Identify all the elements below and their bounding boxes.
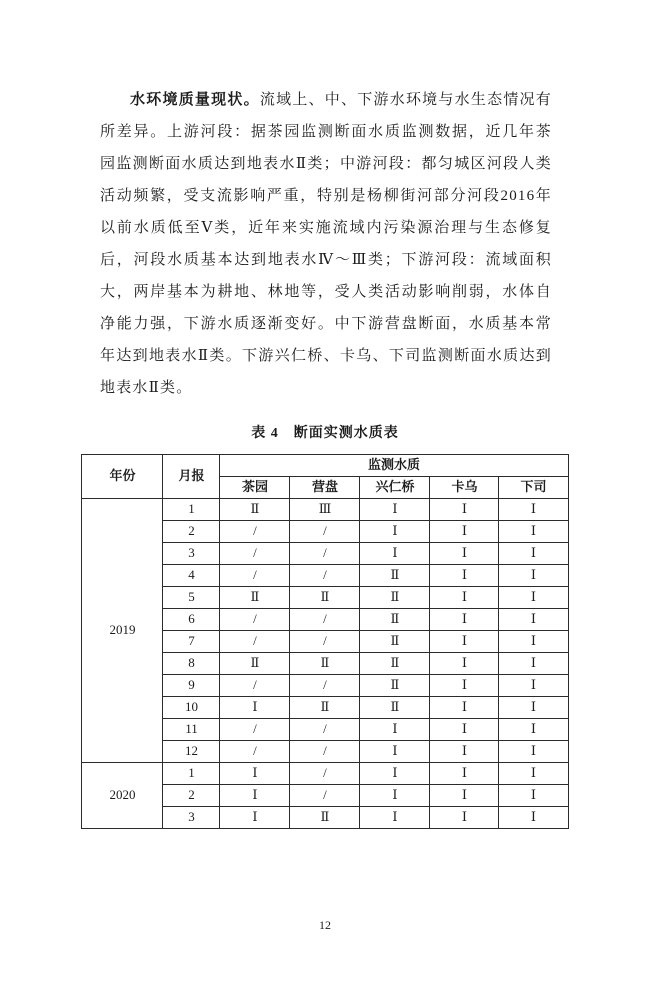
quality-cell: Ⅰ bbox=[430, 741, 499, 763]
quality-cell: Ⅰ bbox=[499, 653, 568, 675]
header-station: 茶园 bbox=[220, 477, 290, 499]
quality-cell: Ⅲ bbox=[290, 499, 360, 521]
quality-cell: Ⅱ bbox=[360, 631, 430, 653]
quality-cell: Ⅱ bbox=[290, 587, 360, 609]
quality-cell: Ⅰ bbox=[499, 763, 568, 785]
month-cell: 12 bbox=[163, 741, 220, 763]
quality-cell: Ⅰ bbox=[430, 653, 499, 675]
table-header-row-1 bbox=[82, 455, 568, 477]
quality-cell: Ⅰ bbox=[360, 807, 430, 829]
header-station: 营盘 bbox=[290, 477, 360, 499]
month-cell: 10 bbox=[163, 697, 220, 719]
quality-cell: Ⅱ bbox=[220, 587, 290, 609]
quality-cell: Ⅰ bbox=[430, 763, 499, 785]
header-station: 下司 bbox=[499, 477, 568, 499]
quality-cell: / bbox=[290, 741, 360, 763]
header-year: 年份 bbox=[82, 455, 163, 499]
quality-cell: Ⅰ bbox=[430, 719, 499, 741]
document-page bbox=[0, 84, 650, 1003]
quality-cell: Ⅰ bbox=[430, 521, 499, 543]
month-cell: 5 bbox=[163, 587, 220, 609]
quality-cell: / bbox=[290, 719, 360, 741]
quality-cell: Ⅱ bbox=[360, 653, 430, 675]
page-number: 12 bbox=[319, 918, 331, 932]
quality-cell: Ⅱ bbox=[220, 653, 290, 675]
table-caption: 表 4 断面实测水质表 bbox=[251, 426, 399, 441]
header-month: 月报 bbox=[163, 455, 220, 499]
quality-cell: Ⅰ bbox=[499, 807, 568, 829]
quality-cell: Ⅱ bbox=[360, 697, 430, 719]
month-cell: 3 bbox=[163, 807, 220, 829]
month-cell: 1 bbox=[163, 499, 220, 521]
quality-cell: Ⅰ bbox=[220, 807, 290, 829]
quality-cell: / bbox=[220, 521, 290, 543]
quality-cell: Ⅰ bbox=[360, 521, 430, 543]
month-cell: 6 bbox=[163, 609, 220, 631]
year-cell: 2019 bbox=[82, 499, 163, 763]
month-cell: 7 bbox=[163, 631, 220, 653]
quality-cell: / bbox=[290, 785, 360, 807]
quality-cell: / bbox=[290, 565, 360, 587]
quality-cell: Ⅰ bbox=[430, 631, 499, 653]
quality-cell: Ⅱ bbox=[360, 675, 430, 697]
quality-cell: / bbox=[220, 565, 290, 587]
quality-cell: Ⅰ bbox=[499, 609, 568, 631]
quality-cell: / bbox=[290, 609, 360, 631]
quality-cell: Ⅰ bbox=[360, 719, 430, 741]
quality-cell: / bbox=[220, 543, 290, 565]
quality-cell: / bbox=[290, 521, 360, 543]
quality-cell: Ⅰ bbox=[499, 741, 568, 763]
quality-cell: / bbox=[220, 675, 290, 697]
quality-cell: Ⅰ bbox=[430, 587, 499, 609]
quality-cell: / bbox=[290, 763, 360, 785]
table-header bbox=[82, 455, 568, 499]
table-row bbox=[82, 763, 568, 785]
quality-cell: / bbox=[220, 631, 290, 653]
quality-cell: Ⅰ bbox=[360, 499, 430, 521]
quality-cell: Ⅰ bbox=[499, 521, 568, 543]
quality-cell: Ⅱ bbox=[360, 587, 430, 609]
quality-cell: Ⅰ bbox=[430, 675, 499, 697]
quality-cell: Ⅱ bbox=[290, 653, 360, 675]
quality-cell: Ⅰ bbox=[220, 763, 290, 785]
header-station: 兴仁桥 bbox=[360, 477, 430, 499]
quality-cell: Ⅱ bbox=[290, 807, 360, 829]
quality-cell: / bbox=[290, 543, 360, 565]
quality-cell: Ⅰ bbox=[430, 609, 499, 631]
quality-cell: Ⅰ bbox=[360, 741, 430, 763]
quality-cell: Ⅰ bbox=[430, 543, 499, 565]
quality-cell: / bbox=[290, 631, 360, 653]
quality-cell: Ⅰ bbox=[430, 697, 499, 719]
table-body bbox=[82, 499, 568, 829]
month-cell: 11 bbox=[163, 719, 220, 741]
quality-cell: Ⅰ bbox=[220, 785, 290, 807]
quality-cell: Ⅰ bbox=[220, 697, 290, 719]
quality-cell: Ⅱ bbox=[290, 697, 360, 719]
quality-cell: Ⅰ bbox=[499, 675, 568, 697]
paragraph-body: 流域上、中、下游水环境与水生态情况有所差异。上游河段：据茶园监测断面水质监测数据，近几年茶园监测断面水质达到地表水Ⅱ类；中游河段：都匀城区河段人类活动频繁，受支流影响严重，特别是杨柳街河部分河段2016年以前水质低至Ⅴ类，近年来实施流域内污染源治理与生态修复后，河段水质基本达到地表水Ⅳ～Ⅲ类；下游河段：流域面积大，两岸基本为耕地、林地等，受人类活动影响削弱，水体自净能力强，下游水质逐渐变好。中下游营盘断面，水质基本常年达到地表水Ⅱ类。下游兴仁桥、卡乌、下司监测断面水质达到地表水Ⅱ类。 bbox=[100, 92, 552, 396]
water-quality-table bbox=[81, 454, 568, 829]
month-cell: 4 bbox=[163, 565, 220, 587]
year-cell: 2020 bbox=[82, 763, 163, 829]
header-station: 卡乌 bbox=[430, 477, 499, 499]
quality-cell: Ⅰ bbox=[360, 763, 430, 785]
month-cell: 8 bbox=[163, 653, 220, 675]
month-cell: 2 bbox=[163, 521, 220, 543]
quality-cell: Ⅰ bbox=[430, 565, 499, 587]
quality-cell: Ⅱ bbox=[220, 499, 290, 521]
quality-cell: Ⅱ bbox=[360, 565, 430, 587]
quality-cell: Ⅰ bbox=[430, 785, 499, 807]
quality-cell: Ⅰ bbox=[360, 785, 430, 807]
month-cell: 2 bbox=[163, 785, 220, 807]
quality-cell: Ⅰ bbox=[430, 807, 499, 829]
quality-cell: / bbox=[220, 741, 290, 763]
quality-cell: Ⅰ bbox=[499, 719, 568, 741]
quality-cell: Ⅰ bbox=[360, 543, 430, 565]
quality-cell: / bbox=[290, 675, 360, 697]
body-paragraph bbox=[100, 84, 552, 404]
quality-cell: Ⅰ bbox=[430, 499, 499, 521]
quality-cell: Ⅰ bbox=[499, 587, 568, 609]
table-row bbox=[82, 499, 568, 521]
paragraph-lead: 水环境质量现状。 bbox=[130, 92, 260, 108]
quality-cell: Ⅰ bbox=[499, 499, 568, 521]
header-quality-group: 监测水质 bbox=[220, 455, 568, 477]
quality-cell: Ⅰ bbox=[499, 565, 568, 587]
month-cell: 3 bbox=[163, 543, 220, 565]
quality-cell: Ⅰ bbox=[499, 697, 568, 719]
month-cell: 9 bbox=[163, 675, 220, 697]
month-cell: 1 bbox=[163, 763, 220, 785]
quality-cell: / bbox=[220, 609, 290, 631]
quality-cell: Ⅰ bbox=[499, 543, 568, 565]
quality-cell: Ⅰ bbox=[499, 631, 568, 653]
quality-cell: Ⅰ bbox=[499, 785, 568, 807]
quality-cell: / bbox=[220, 719, 290, 741]
quality-cell: Ⅱ bbox=[360, 609, 430, 631]
